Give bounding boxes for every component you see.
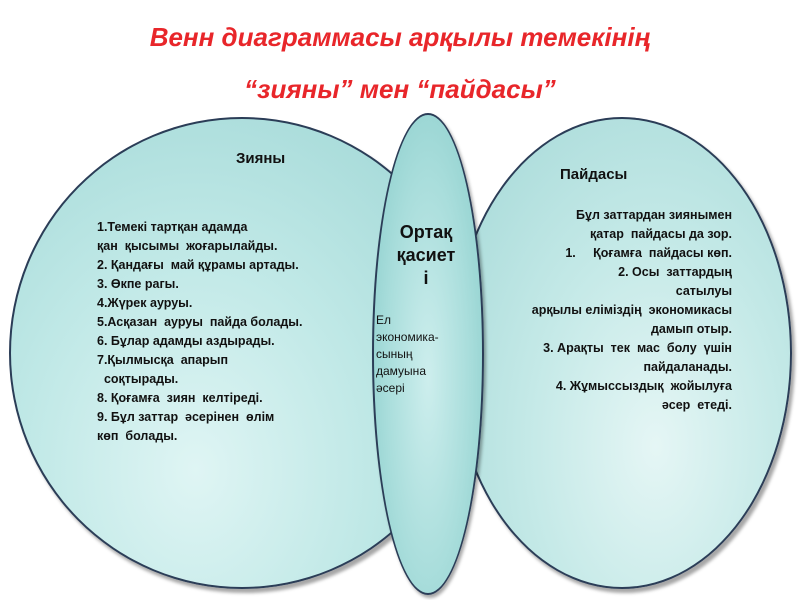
harm-item: көп болады. (97, 429, 178, 443)
benefit-item: 2. Осы заттардың (618, 265, 732, 279)
benefit-item: Бұл заттардан зиянымен (576, 208, 732, 222)
harm-item: 9. Бұл заттар әсерінен өлім (97, 410, 275, 424)
benefit-list (430, 206, 732, 415)
benefit-item: қатар пайдасы да зор. (589, 227, 732, 241)
harm-item: 2. Қандағы май құрамы артады. (97, 258, 299, 272)
benefit-item: 1. Қоғамға пайдасы көп. (565, 246, 732, 260)
harm-item: 8. Қоғамға зиян келтіреді. (97, 391, 263, 405)
benefit-item: сатылуы (675, 284, 732, 298)
benefit-item: дамып отыр. (650, 322, 732, 336)
benefit-item: әсер етеді. (661, 398, 732, 412)
benefit-item: 3. Арақты тек мас болу үшін (543, 341, 732, 355)
common-item: әсері (376, 381, 405, 395)
harm-item: 5.Асқазан ауруы пайда болады. (97, 315, 303, 329)
benefit-item: 4. Жұмыссыздық жойылуға (555, 379, 732, 393)
harm-item: 6. Бұлар адамды аздырады. (97, 334, 275, 348)
harm-item: 1.Темекі тартқан адамда (97, 220, 248, 234)
harm-item: қан қысымы жоғарылайды. (97, 239, 278, 253)
common-item: Ел (376, 313, 392, 327)
common-heading-line: қасиет (396, 245, 456, 265)
benefit-heading: Пайдасы (560, 166, 628, 183)
harm-list (97, 218, 302, 446)
common-heading-line: Ортақ (399, 222, 453, 242)
harm-item: 7.Қылмысқа апарып (97, 353, 229, 367)
title-line-2: “зияны” мен “пайдасы” (244, 74, 556, 104)
common-heading-line: і (423, 268, 429, 288)
common-item: сының (376, 347, 413, 361)
harm-heading: Зияны (236, 150, 286, 167)
harm-item: соқтырады. (97, 372, 179, 386)
benefit-item: пайдаланады. (643, 360, 732, 374)
harm-item: 3. Өкпе рагы. (97, 277, 179, 291)
title-line-1: Венн диаграммасы арқылы темекінің (149, 22, 651, 52)
benefit-item: арқылы еліміздің экономикасы (531, 303, 732, 317)
common-item: экономика- (376, 330, 439, 344)
common-item: дамуына (376, 364, 426, 378)
harm-item: 4.Жүрек ауруы. (97, 296, 193, 310)
